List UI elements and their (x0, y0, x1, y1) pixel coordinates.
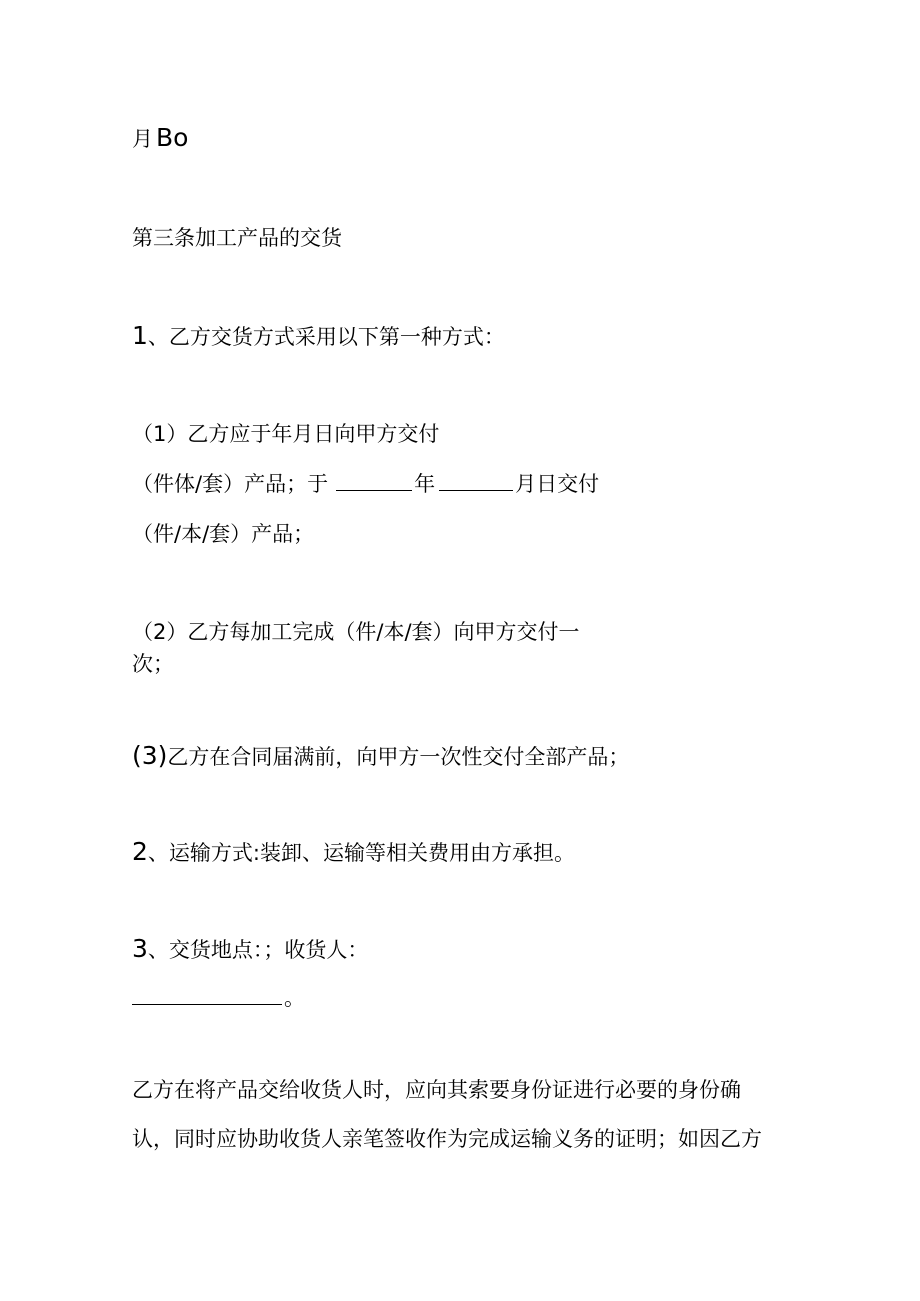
sub-item-1-line-2 (132, 470, 599, 498)
sub-item-3 (132, 742, 629, 771)
year-blank[interactable] (336, 470, 412, 491)
consignee-blank[interactable] (132, 984, 282, 1005)
item-1 (132, 322, 505, 351)
item-2-number: 2 (132, 837, 148, 866)
section-title: 第三条加工产品的交货 (132, 226, 342, 250)
header-char: 月 (132, 127, 153, 151)
sub-item-2-text: 乙方每加工完成（件/本/套）向甲方交付一 (187, 620, 580, 644)
header-latin: Bo (156, 123, 189, 152)
sub-item-2-continued: 次； (132, 652, 174, 676)
page-header (132, 124, 188, 153)
sub-item-1-line-2-a: （件体/套）产品；于 (132, 472, 329, 496)
month-blank[interactable] (439, 470, 513, 491)
sub-item-1-number: （1） (132, 422, 188, 446)
item-1-text: 、乙方交货方式采用以下第一种方式： (147, 325, 505, 349)
item-3-end: 。 (284, 986, 305, 1010)
item-1-number: 1 (132, 321, 148, 350)
sub-item-3-text: 乙方在合同届满前，向甲方一次性交付全部产品； (167, 745, 630, 769)
item-3 (132, 935, 368, 964)
sub-item-1-text: 乙方应于年月日向甲方交付 (187, 422, 440, 446)
paragraph-line-1: 乙方在将产品交给收货人时，应向其索要身份证进行必要的身份确 (132, 1078, 741, 1102)
sub-item-2 (132, 618, 580, 646)
sub-item-1-line-3: （件/本/套）产品； (132, 522, 315, 546)
item-3-text: 、交货地点：；收货人： (147, 938, 369, 962)
item-2-text: 、运输方式:装卸、运输等相关费用由方承担。 (147, 841, 575, 865)
item-3-number: 3 (132, 934, 148, 963)
sub-item-1-line-2-b: 年 (414, 472, 436, 496)
paragraph-line-2: 认，同时应协助收货人亲笔签收作为完成运输义务的证明；如因乙方 (132, 1127, 762, 1151)
sub-item-2-number: （2） (132, 620, 188, 644)
sub-item-3-number: (3) (132, 741, 168, 770)
sub-item-1-line-2-c: 月日交付 (515, 472, 600, 496)
item-3-continued (132, 984, 305, 1012)
sub-item-1-line-1 (132, 420, 439, 448)
item-2 (132, 838, 575, 867)
